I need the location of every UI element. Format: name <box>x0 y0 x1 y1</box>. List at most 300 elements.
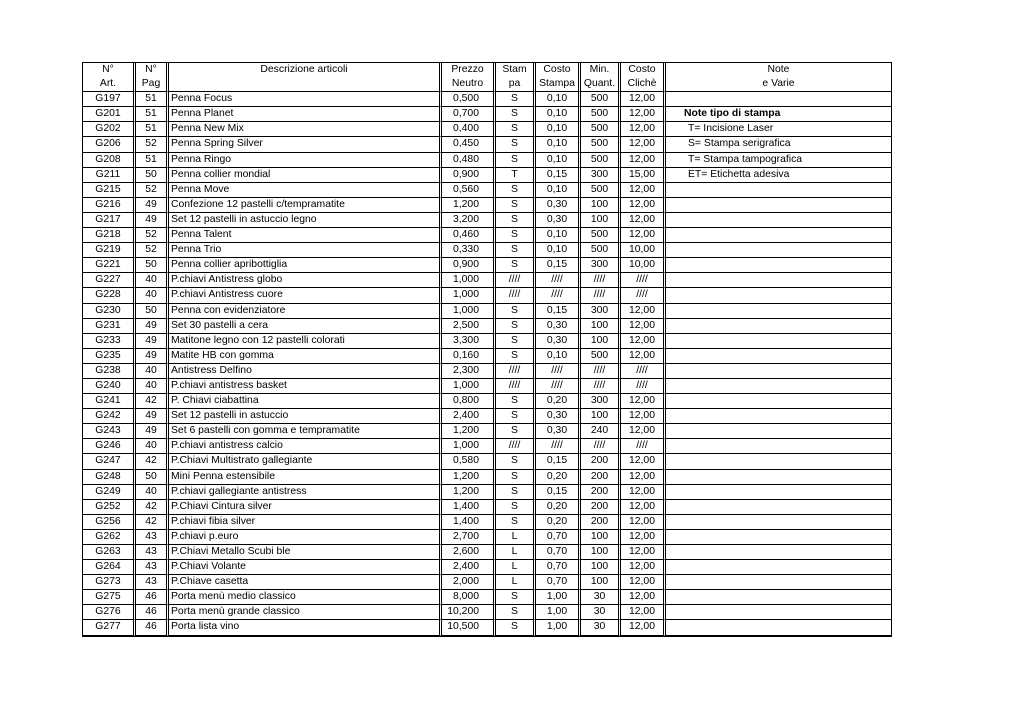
cell-art: G219 <box>83 243 136 258</box>
cell-costo-stampa: 0,10 <box>536 228 581 243</box>
cell-costo-cliche: 12,00 <box>621 409 666 424</box>
notes-cell <box>666 560 891 575</box>
cell-pag: 50 <box>136 168 169 183</box>
cell-pag: 42 <box>136 500 169 515</box>
cell-pag: 50 <box>136 304 169 319</box>
cell-art: G215 <box>83 183 136 198</box>
cell-desc: Matitone legno con 12 pastelli colorati <box>169 334 442 349</box>
cell-price: 0,900 <box>442 168 496 183</box>
cell-pag: 40 <box>136 439 169 454</box>
notes-item: ET= Etichetta adesiva <box>666 168 891 183</box>
cell-stampa: S <box>496 454 536 469</box>
table-row <box>83 530 891 545</box>
cell-min-quant: 300 <box>581 168 621 183</box>
cell-costo-stampa: 0,20 <box>536 515 581 530</box>
cell-desc: P. Chiavi ciabattina <box>169 394 442 409</box>
cell-stampa: S <box>496 485 536 500</box>
cell-desc: Porta lista vino <box>169 620 442 635</box>
cell-stampa: //// <box>496 439 536 454</box>
cell-desc: Penna collier apribottiglia <box>169 258 442 273</box>
cell-costo-cliche: 12,00 <box>621 228 666 243</box>
cell-desc: Porta menù medio classico <box>169 590 442 605</box>
cell-pag: 43 <box>136 530 169 545</box>
cell-stampa: S <box>496 334 536 349</box>
cell-price: 0,460 <box>442 228 496 243</box>
cell-min-quant: 100 <box>581 530 621 545</box>
table-row <box>83 92 891 107</box>
table-row <box>83 228 891 243</box>
cell-price: 0,160 <box>442 349 496 364</box>
cell-costo-cliche: 12,00 <box>621 107 666 122</box>
table-row <box>83 258 891 273</box>
cell-costo-stampa: 0,10 <box>536 243 581 258</box>
cell-desc: Set 12 pastelli in astuccio <box>169 409 442 424</box>
cell-costo-stampa: //// <box>536 364 581 379</box>
cell-costo-cliche: 12,00 <box>621 153 666 168</box>
table-row <box>83 319 891 334</box>
cell-min-quant: 100 <box>581 560 621 575</box>
cell-pag: 49 <box>136 198 169 213</box>
cell-stampa: S <box>496 304 536 319</box>
cell-pag: 51 <box>136 153 169 168</box>
cell-price: 1,200 <box>442 198 496 213</box>
cell-costo-stampa: 0,10 <box>536 153 581 168</box>
cell-stampa: //// <box>496 288 536 303</box>
cell-desc: P.chiavi antistress basket <box>169 379 442 394</box>
cell-price: 0,330 <box>442 243 496 258</box>
cell-stampa: S <box>496 198 536 213</box>
cell-desc: Penna Move <box>169 183 442 198</box>
cell-pag: 50 <box>136 470 169 485</box>
notes-cell <box>666 470 891 485</box>
cell-art: G262 <box>83 530 136 545</box>
cell-art: G217 <box>83 213 136 228</box>
cell-min-quant: 500 <box>581 228 621 243</box>
cell-costo-stampa: 0,20 <box>536 470 581 485</box>
cell-desc: P.Chiavi Multistrato gallegiante <box>169 454 442 469</box>
cell-min-quant: 500 <box>581 137 621 152</box>
table-row <box>83 439 891 454</box>
table-row <box>83 243 891 258</box>
cell-price: 1,200 <box>442 485 496 500</box>
cell-desc: P.chiavi fibia silver <box>169 515 442 530</box>
table-row <box>83 424 891 439</box>
cell-min-quant: 500 <box>581 183 621 198</box>
cell-desc: P.Chiavi Cintura silver <box>169 500 442 515</box>
cell-pag: 43 <box>136 545 169 560</box>
cell-costo-stampa: 0,30 <box>536 213 581 228</box>
cell-pag: 51 <box>136 107 169 122</box>
cell-desc: Penna Talent <box>169 228 442 243</box>
cell-costo-stampa: 0,15 <box>536 485 581 500</box>
cell-pag: 40 <box>136 273 169 288</box>
header-min-quant: Min. <box>581 63 621 77</box>
notes-cell <box>666 319 891 334</box>
cell-pag: 49 <box>136 349 169 364</box>
cell-costo-stampa: 0,20 <box>536 394 581 409</box>
cell-desc: Confezione 12 pastelli c/tempramatite <box>169 198 442 213</box>
table-row <box>83 304 891 319</box>
cell-costo-stampa: 0,70 <box>536 560 581 575</box>
cell-art: G252 <box>83 500 136 515</box>
cell-costo-cliche: 12,00 <box>621 334 666 349</box>
cell-pag: 49 <box>136 319 169 334</box>
header-costo-cliche-2: Clichè <box>621 77 666 92</box>
table-row <box>83 364 891 379</box>
cell-art: G276 <box>83 605 136 620</box>
cell-min-quant: //// <box>581 439 621 454</box>
cell-price: 1,000 <box>442 288 496 303</box>
cell-costo-cliche: 12,00 <box>621 454 666 469</box>
header-min-quant-2: Quant. <box>581 77 621 92</box>
cell-art: G243 <box>83 424 136 439</box>
cell-desc: P.chiavi gallegiante antistress <box>169 485 442 500</box>
cell-pag: 43 <box>136 560 169 575</box>
cell-stampa: //// <box>496 273 536 288</box>
table-row <box>83 515 891 530</box>
cell-min-quant: //// <box>581 364 621 379</box>
table-row <box>83 288 891 303</box>
cell-costo-stampa: 0,70 <box>536 575 581 590</box>
cell-desc: Penna collier mondial <box>169 168 442 183</box>
table-row <box>83 605 891 620</box>
header-art: N° <box>83 63 136 77</box>
table-row <box>83 500 891 515</box>
cell-art: G221 <box>83 258 136 273</box>
cell-pag: 49 <box>136 409 169 424</box>
cell-min-quant: 200 <box>581 454 621 469</box>
cell-costo-cliche: 10,00 <box>621 258 666 273</box>
cell-costo-cliche: 12,00 <box>621 213 666 228</box>
cell-art: G230 <box>83 304 136 319</box>
cell-desc: Set 6 pastelli con gomma e tempramatite <box>169 424 442 439</box>
cell-costo-stampa: 0,10 <box>536 183 581 198</box>
notes-cell <box>666 258 891 273</box>
cell-costo-cliche: 12,00 <box>621 560 666 575</box>
table-row <box>83 122 891 137</box>
cell-art: G231 <box>83 319 136 334</box>
header-pag-2: Pag <box>136 77 169 92</box>
cell-stampa: S <box>496 137 536 152</box>
cell-desc: Set 12 pastelli in astuccio legno <box>169 213 442 228</box>
cell-price: 1,000 <box>442 304 496 319</box>
table-row <box>83 470 891 485</box>
cell-desc: P.Chiavi Volante <box>169 560 442 575</box>
cell-desc: Penna New Mix <box>169 122 442 137</box>
cell-desc: Matite HB con gomma <box>169 349 442 364</box>
header-costo-stampa: Costo <box>536 63 581 77</box>
cell-art: G264 <box>83 560 136 575</box>
cell-price: 2,600 <box>442 545 496 560</box>
cell-pag: 46 <box>136 620 169 635</box>
cell-pag: 49 <box>136 213 169 228</box>
cell-costo-cliche: 12,00 <box>621 545 666 560</box>
cell-art: G227 <box>83 273 136 288</box>
table-row <box>83 620 891 635</box>
cell-art: G248 <box>83 470 136 485</box>
cell-min-quant: 100 <box>581 545 621 560</box>
cell-pag: 49 <box>136 424 169 439</box>
cell-costo-stampa: 0,10 <box>536 107 581 122</box>
notes-cell <box>666 500 891 515</box>
cell-costo-cliche: 12,00 <box>621 394 666 409</box>
cell-min-quant: //// <box>581 273 621 288</box>
cell-art: G228 <box>83 288 136 303</box>
notes-cell <box>666 228 891 243</box>
cell-stampa: S <box>496 424 536 439</box>
cell-costo-stampa: 0,20 <box>536 500 581 515</box>
cell-desc: P.Chiavi Metallo Scubi ble <box>169 545 442 560</box>
cell-art: G277 <box>83 620 136 635</box>
notes-cell <box>666 288 891 303</box>
cell-pag: 40 <box>136 364 169 379</box>
table-row <box>83 198 891 213</box>
cell-min-quant: 300 <box>581 304 621 319</box>
cell-price: 0,580 <box>442 454 496 469</box>
cell-pag: 51 <box>136 122 169 137</box>
cell-min-quant: //// <box>581 379 621 394</box>
cell-costo-stampa: 0,30 <box>536 319 581 334</box>
cell-costo-cliche: 12,00 <box>621 122 666 137</box>
table-row <box>83 107 891 122</box>
cell-costo-stampa: 1,00 <box>536 620 581 635</box>
cell-costo-stampa: 0,10 <box>536 122 581 137</box>
cell-pag: 42 <box>136 515 169 530</box>
cell-price: 1,000 <box>442 439 496 454</box>
cell-costo-cliche: //// <box>621 379 666 394</box>
cell-desc: P.chiavi Antistress cuore <box>169 288 442 303</box>
table-row <box>83 454 891 469</box>
cell-costo-stampa: 1,00 <box>536 605 581 620</box>
cell-price: 2,700 <box>442 530 496 545</box>
cell-min-quant: 30 <box>581 590 621 605</box>
cell-min-quant: 300 <box>581 258 621 273</box>
cell-costo-stampa: //// <box>536 379 581 394</box>
cell-min-quant: 300 <box>581 394 621 409</box>
cell-pag: 43 <box>136 575 169 590</box>
cell-min-quant: 30 <box>581 620 621 635</box>
cell-costo-cliche: //// <box>621 288 666 303</box>
cell-price: 1,200 <box>442 470 496 485</box>
notes-cell <box>666 394 891 409</box>
table-row <box>83 213 891 228</box>
cell-stampa: S <box>496 605 536 620</box>
cell-art: G256 <box>83 515 136 530</box>
cell-min-quant: 200 <box>581 470 621 485</box>
cell-pag: 52 <box>136 183 169 198</box>
notes-cell <box>666 364 891 379</box>
cell-stampa: S <box>496 92 536 107</box>
cell-art: G273 <box>83 575 136 590</box>
cell-art: G206 <box>83 137 136 152</box>
cell-stampa: T <box>496 168 536 183</box>
cell-desc: Set 30 pastelli a cera <box>169 319 442 334</box>
cell-pag: 51 <box>136 92 169 107</box>
header-stampa-2: pa <box>496 77 536 92</box>
notes-cell <box>666 334 891 349</box>
cell-price: 1,400 <box>442 500 496 515</box>
cell-costo-stampa: 0,10 <box>536 349 581 364</box>
cell-price: 0,450 <box>442 137 496 152</box>
cell-art: G275 <box>83 590 136 605</box>
cell-costo-stampa: 1,00 <box>536 590 581 605</box>
cell-costo-cliche: 12,00 <box>621 470 666 485</box>
cell-stampa: S <box>496 590 536 605</box>
cell-art: G240 <box>83 379 136 394</box>
cell-min-quant: 500 <box>581 122 621 137</box>
cell-art: G218 <box>83 228 136 243</box>
cell-art: G216 <box>83 198 136 213</box>
notes-cell <box>666 424 891 439</box>
cell-min-quant: 240 <box>581 424 621 439</box>
cell-stampa: L <box>496 545 536 560</box>
header-row-2 <box>83 77 891 92</box>
cell-costo-cliche: 12,00 <box>621 319 666 334</box>
cell-stampa: L <box>496 560 536 575</box>
cell-desc: Penna Trio <box>169 243 442 258</box>
cell-art: G233 <box>83 334 136 349</box>
table-row <box>83 590 891 605</box>
cell-min-quant: 100 <box>581 213 621 228</box>
cell-costo-cliche: 12,00 <box>621 198 666 213</box>
cell-desc: Penna Ringo <box>169 153 442 168</box>
cell-price: 1,400 <box>442 515 496 530</box>
notes-cell <box>666 198 891 213</box>
notes-cell <box>666 605 891 620</box>
cell-costo-stampa: 0,30 <box>536 334 581 349</box>
cell-stampa: L <box>496 530 536 545</box>
notes-cell <box>666 243 891 258</box>
cell-min-quant: 100 <box>581 319 621 334</box>
cell-costo-cliche: 12,00 <box>621 575 666 590</box>
cell-price: 2,300 <box>442 364 496 379</box>
cell-art: G249 <box>83 485 136 500</box>
cell-costo-cliche: 12,00 <box>621 183 666 198</box>
cell-price: 1,000 <box>442 273 496 288</box>
cell-art: G241 <box>83 394 136 409</box>
cell-price: 0,900 <box>442 258 496 273</box>
cell-min-quant: 500 <box>581 349 621 364</box>
cell-min-quant: 500 <box>581 107 621 122</box>
table-row <box>83 409 891 424</box>
header-pag: N° <box>136 63 169 77</box>
cell-min-quant: 100 <box>581 409 621 424</box>
cell-stampa: S <box>496 349 536 364</box>
cell-costo-stampa: //// <box>536 288 581 303</box>
table-row <box>83 183 891 198</box>
notes-cell <box>666 273 891 288</box>
cell-costo-cliche: 12,00 <box>621 590 666 605</box>
cell-costo-stampa: //// <box>536 439 581 454</box>
cell-costo-stampa: 0,70 <box>536 530 581 545</box>
cell-stampa: L <box>496 575 536 590</box>
cell-min-quant: 500 <box>581 243 621 258</box>
cell-costo-cliche: 12,00 <box>621 605 666 620</box>
table-row <box>83 575 891 590</box>
table-row <box>83 560 891 575</box>
cell-price: 3,300 <box>442 334 496 349</box>
cell-art: G238 <box>83 364 136 379</box>
header-row-1 <box>83 63 891 77</box>
header-desc-2 <box>169 77 442 92</box>
cell-stampa: S <box>496 409 536 424</box>
notes-cell <box>666 530 891 545</box>
cell-art: G201 <box>83 107 136 122</box>
cell-costo-cliche: 12,00 <box>621 620 666 635</box>
notes-cell <box>666 545 891 560</box>
cell-stampa: S <box>496 153 536 168</box>
cell-pag: 52 <box>136 243 169 258</box>
cell-art: G202 <box>83 122 136 137</box>
cell-min-quant: //// <box>581 288 621 303</box>
cell-min-quant: 100 <box>581 575 621 590</box>
cell-desc: P.chiavi p.euro <box>169 530 442 545</box>
cell-costo-cliche: //// <box>621 273 666 288</box>
cell-price: 1,000 <box>442 379 496 394</box>
cell-min-quant: 100 <box>581 334 621 349</box>
header-costo-stampa-2: Stampa <box>536 77 581 92</box>
notes-cell <box>666 590 891 605</box>
notes-cell <box>666 379 891 394</box>
cell-price: 2,400 <box>442 409 496 424</box>
cell-desc: Penna Planet <box>169 107 442 122</box>
notes-cell <box>666 485 891 500</box>
cell-costo-cliche: 12,00 <box>621 304 666 319</box>
cell-price: 3,200 <box>442 213 496 228</box>
cell-min-quant: 200 <box>581 485 621 500</box>
table-row <box>83 545 891 560</box>
cell-price: 10,500 <box>442 620 496 635</box>
cell-costo-cliche: //// <box>621 364 666 379</box>
table-row <box>83 334 891 349</box>
cell-pag: 40 <box>136 485 169 500</box>
cell-costo-stampa: 0,15 <box>536 304 581 319</box>
cell-costo-cliche: 12,00 <box>621 515 666 530</box>
table-row <box>83 379 891 394</box>
header-desc: Descrizione articoli <box>169 63 442 77</box>
cell-price: 10,200 <box>442 605 496 620</box>
notes-title: Note tipo di stampa <box>666 107 891 122</box>
cell-stampa: S <box>496 122 536 137</box>
header-price-2: Neutro <box>442 77 496 92</box>
cell-min-quant: 200 <box>581 515 621 530</box>
cell-desc: Antistress Delfino <box>169 364 442 379</box>
table-row <box>83 168 891 183</box>
cell-min-quant: 30 <box>581 605 621 620</box>
cell-costo-stampa: 0,70 <box>536 545 581 560</box>
cell-desc: Mini Penna estensibile <box>169 470 442 485</box>
table-row <box>83 349 891 364</box>
cell-costo-stampa: 0,15 <box>536 454 581 469</box>
notes-cell <box>666 439 891 454</box>
cell-costo-stampa: 0,30 <box>536 424 581 439</box>
cell-costo-cliche: 10,00 <box>621 243 666 258</box>
cell-pag: 40 <box>136 379 169 394</box>
cell-stampa: S <box>496 470 536 485</box>
cell-price: 2,400 <box>442 560 496 575</box>
notes-cell <box>666 515 891 530</box>
cell-costo-stampa: 0,10 <box>536 137 581 152</box>
cell-pag: 46 <box>136 605 169 620</box>
cell-desc: P.Chiave casetta <box>169 575 442 590</box>
notes-cell <box>666 409 891 424</box>
notes-item: T= Incisione Laser <box>666 122 891 137</box>
cell-desc: Porta menù grande classico <box>169 605 442 620</box>
cell-stampa: S <box>496 243 536 258</box>
cell-costo-stampa: 0,15 <box>536 258 581 273</box>
notes-cell <box>666 575 891 590</box>
cell-costo-cliche: 12,00 <box>621 530 666 545</box>
